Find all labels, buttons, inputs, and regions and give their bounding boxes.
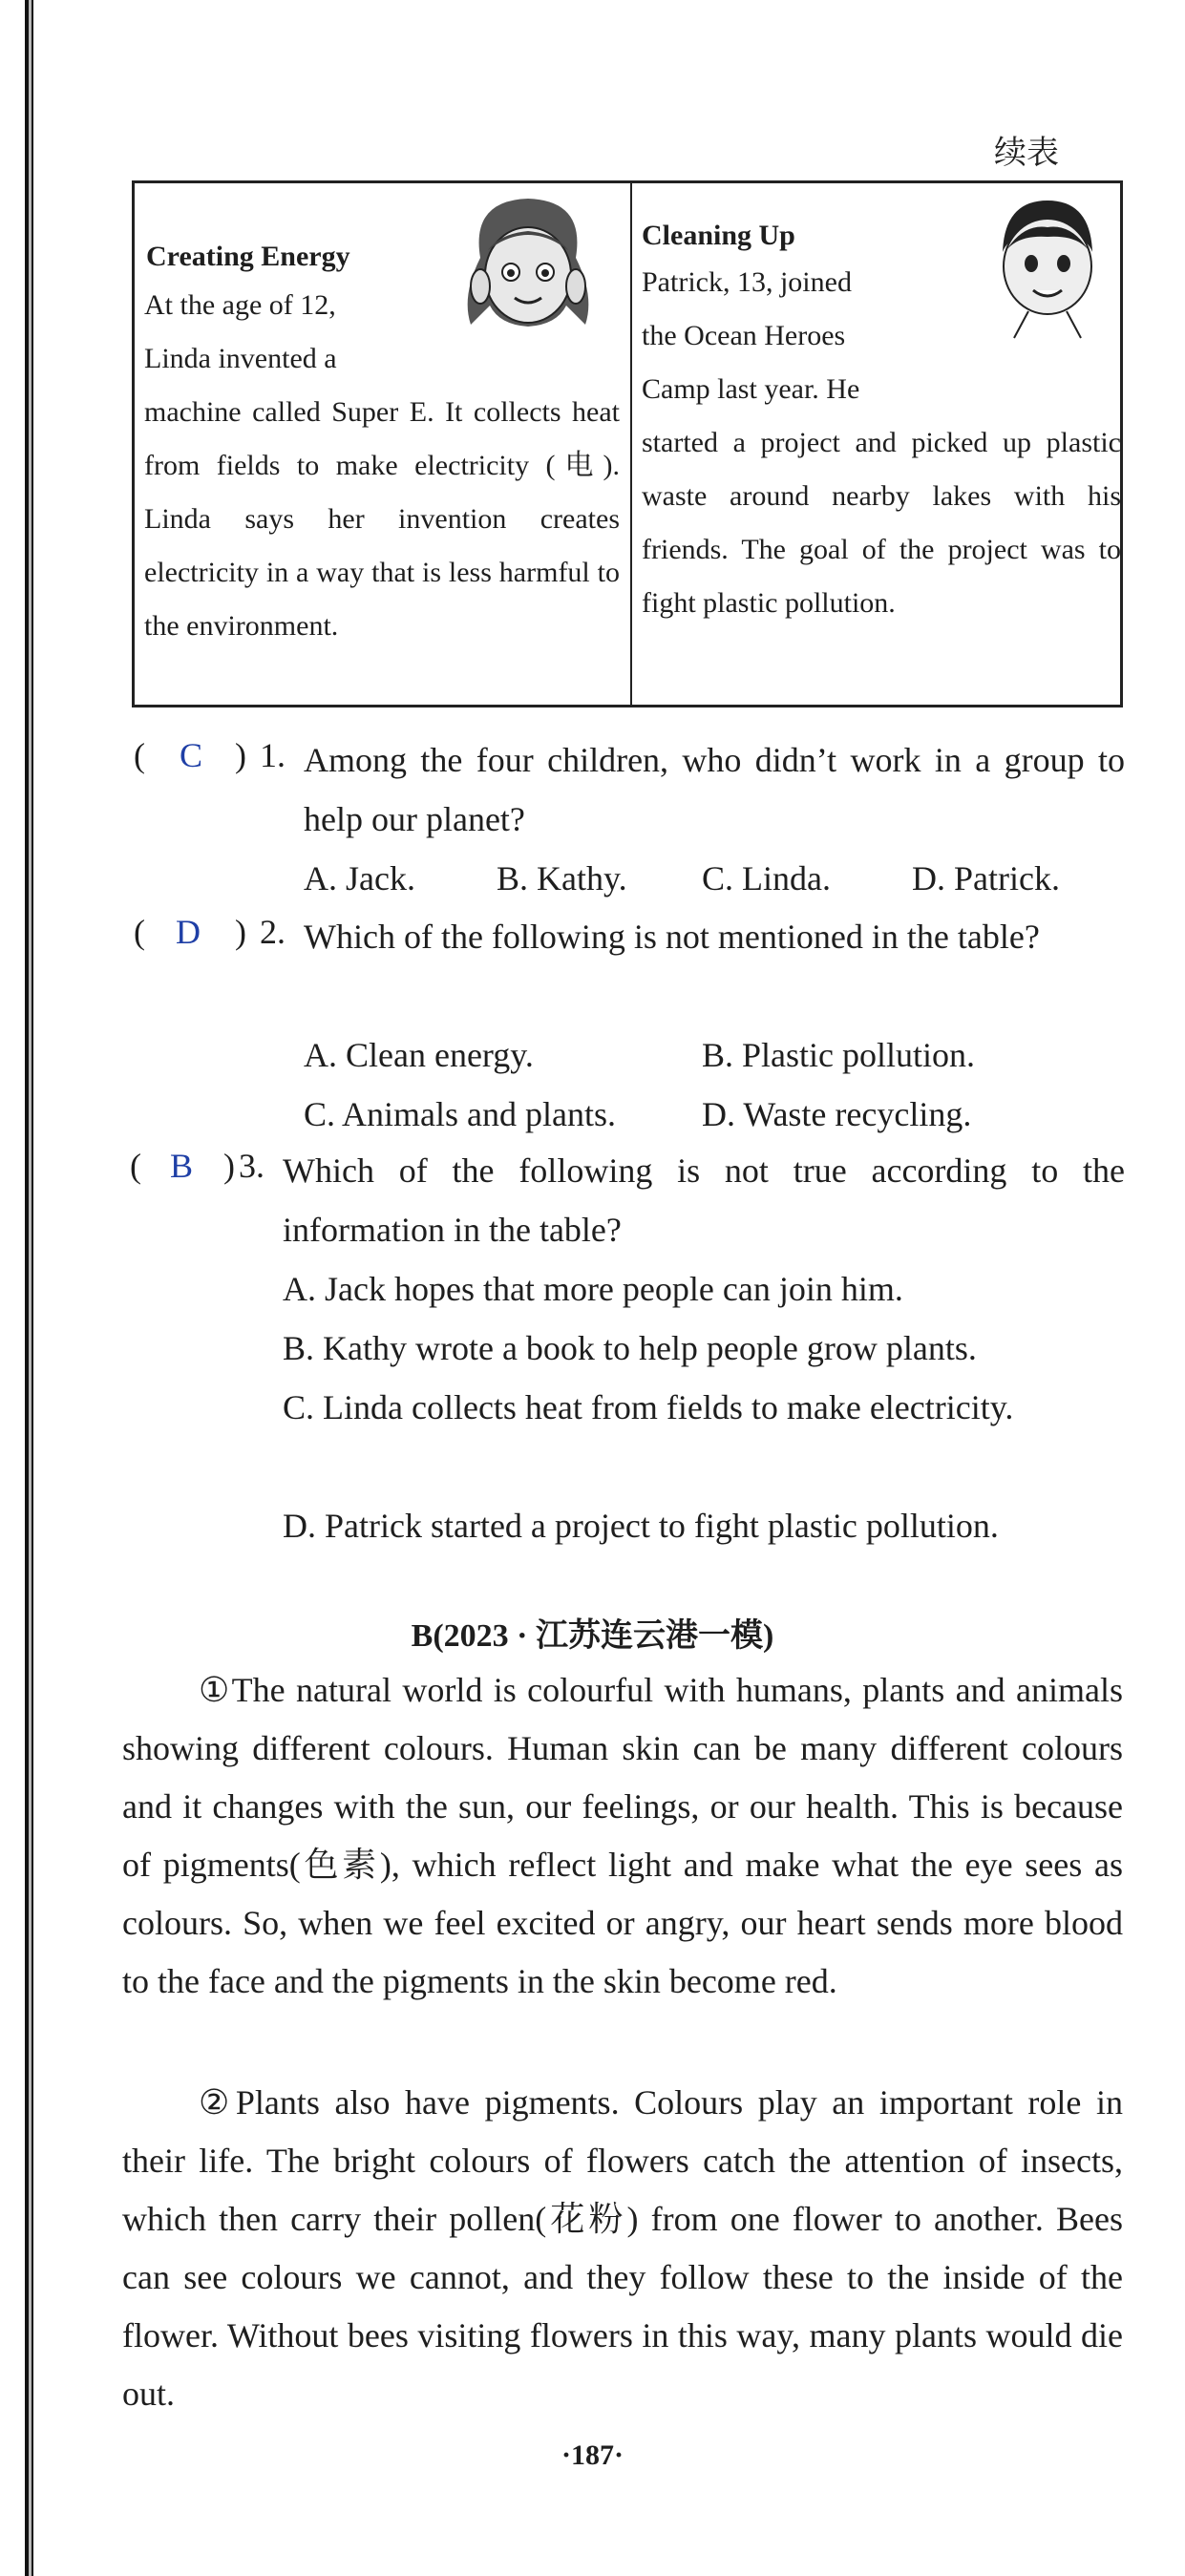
option: B. Kathy. — [497, 859, 627, 897]
answer-letter: B — [170, 1147, 194, 1185]
question-text: Which of the following is not true according to the information in the table? — [283, 1151, 1125, 1249]
answer-bracket-close: ) — [223, 1147, 235, 1185]
question-number: 3. — [239, 1147, 265, 1185]
answer-bracket-open: ( — [130, 1147, 141, 1185]
option: A. Clean energy. — [304, 1036, 534, 1074]
question-text: Among the four children, who didn’t work in a group to help our planet? — [304, 741, 1125, 838]
cell-line: started a project and picked up plastic waste around nearby lakes with his friends. The goal of the project was to fight plastic pollution. — [642, 427, 1121, 619]
paragraph-2: ②Plants also have pigments. Colours play an important role in their life. The bright colours of flowers catch the attention of insects, which then carry their pollen(花粉) from one flower to another. Bees can see colours we cannot, and they follow these to the inside of the flower. Without bees visiting flowers in this way, many plants would die out. — [122, 2083, 1123, 2413]
info-table — [132, 180, 1123, 707]
question-number: 1. — [260, 736, 286, 774]
cell-line: Linda invented a — [144, 343, 337, 374]
section-heading: B(2023 · 江苏连云港一模) — [411, 1618, 774, 1654]
option: A. Jack. — [304, 859, 415, 897]
table-cell-cleaning-up — [632, 183, 1120, 705]
option: D. Patrick started a project to fight plastic pollution. — [283, 1507, 999, 1545]
answer-letter: C — [180, 736, 203, 774]
option: D. Patrick. — [912, 859, 1060, 897]
binding-spine-highlight — [29, 0, 32, 2576]
option: B. Kathy wrote a book to help people grow plants. — [283, 1329, 977, 1367]
table-cell-creating-energy — [135, 183, 630, 705]
cell-title: Cleaning Up — [642, 220, 795, 251]
answer-letter: D — [176, 913, 201, 951]
continuation-label: 续表 — [994, 134, 1059, 172]
option: C. Linda collects heat from fields to make electricity. — [283, 1388, 1014, 1426]
option: B. Plastic pollution. — [702, 1036, 976, 1074]
cell-line: machine called Super E. It collects heat from fields to make electricity (电). Linda says her invention creates electricity in a way that is less harmful to the environment. — [144, 396, 620, 642]
cell-title: Creating Energy — [146, 241, 350, 272]
option: C. Linda. — [702, 859, 831, 897]
page-number: ·187· — [561, 2439, 624, 2471]
question-number: 2. — [260, 913, 286, 951]
answer-bracket-open: ( — [134, 736, 145, 774]
girl-avatar-icon — [442, 191, 612, 334]
option: D. Waste recycling. — [702, 1095, 972, 1133]
cell-line: Camp last year. He — [642, 373, 860, 405]
answer-bracket-open: ( — [134, 913, 145, 951]
cell-line: the Ocean Heroes — [642, 320, 846, 351]
paragraph-1: ①The natural world is colourful with humans, plants and animals showing different colours. Human skin can be many different colours and it changes with the sun, our feelings, or our health. This is because of pigments(色素), which reflect light and make what the eye sees as colours. So, when we feel excited or angry, our heart sends more blood to the face and the pigments in the skin become red. — [122, 1671, 1123, 2000]
cell-line: At the age of 12, — [144, 289, 336, 321]
answer-bracket-close: ) — [235, 736, 246, 774]
boy-avatar-icon — [985, 195, 1110, 348]
answer-bracket-close: ) — [235, 913, 246, 951]
option: A. Jack hopes that more people can join him. — [283, 1270, 903, 1308]
option: C. Animals and plants. — [304, 1095, 616, 1133]
cell-line: Patrick, 13, joined — [642, 266, 852, 298]
question-text: Which of the following is not mentioned in the table? — [304, 918, 1040, 956]
